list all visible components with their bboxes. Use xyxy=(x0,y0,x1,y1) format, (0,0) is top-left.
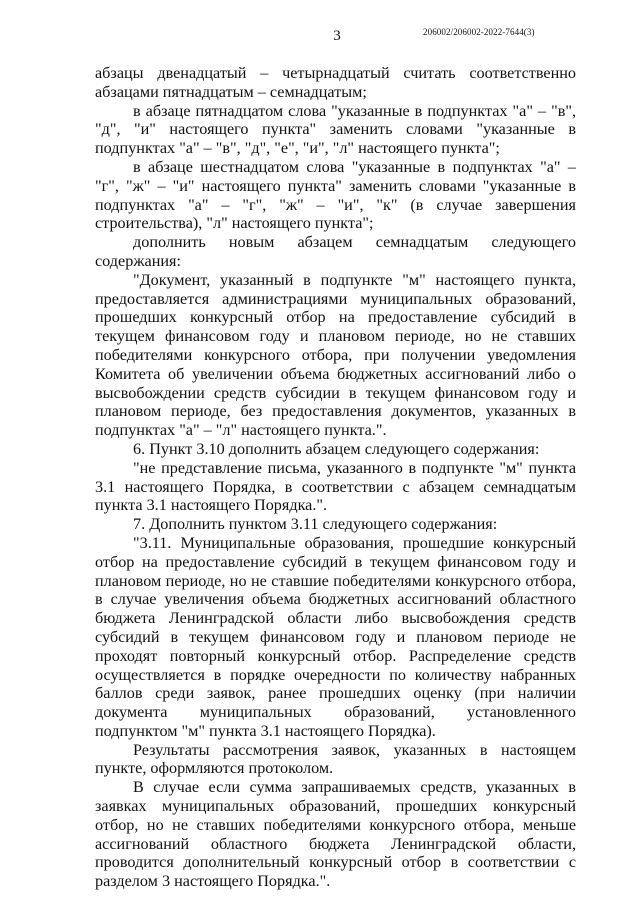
document-id: 206002/206002-2022-7644(3) xyxy=(423,27,535,37)
paragraph-7: "не представление письма, указанного в подпункте "м" пункта 3.1 настоящего Порядка, в соответствии с абзацем семнадцатым пункта 3.1 настоящего Порядка.". xyxy=(95,458,576,515)
paragraph-10: Результаты рассмотрения заявок, указанных в настоящем пункте, оформляются протоколом. xyxy=(95,740,576,778)
paragraph-2: в абзаце пятнадцатом слова "указанные в подпунктах "а" – "в", "д", "и" настоящего пункта" заменить словами "указанные в подпунктах "а" – "в", "д", "е", "и", "л" настоящего пункта"; xyxy=(95,101,576,158)
page-number: 3 xyxy=(333,28,341,44)
paragraph-11: В случае если сумма запрашиваемых средств, указанных в заявках муниципальных образований, прошедших конкурсный отбор, но не ставших победителями конкурсного отбора, меньше ассигнований областного бюджета Ленинградской области, проводится дополнительный конкурсный отбор в соответствии с разделом 3 настоящего Порядка.". xyxy=(95,778,576,891)
paragraph-6: 6. Пункт 3.10 дополнить абзацем следующего содержания: xyxy=(133,439,540,458)
paragraph-9: "3.11. Муниципальные образования, прошедшие конкурсный отбор на предоставление субсидий в текущем финансовом году и плановом периоде, но не ставшие победителями конкурсного отбора, в случае увеличения объема бюджетных ассигнований областного бюджета Ленинградской области либо высвобождения средств субсидий в текущем финансовом году и плановом периоде не проходят повторный конкурсный отбор. Распределение средств осуществляется в порядке очередности по количеству набранных баллов среди заявок, ранее прошедших оценку (при наличии документа муниципальных образований, установленного подпунктом "м" пункта 3.1 настоящего Порядка). xyxy=(95,533,576,740)
paragraph-5: "Документ, указанный в подпункте "м" настоящего пункта, предоставляется администрациями муниципальных образований, прошедших конкурсный отбор на предоставление субсидий в текущем финансовом году и плановом периоде, но не ставших победителями конкурсного отбора, при получении уведомления Комитета об увеличении объема бюджетных ассигнований либо о высвобождении средств субсидии в текущем финансовом году и плановом периоде, без предоставления документов, указанных в подпунктах "а" – "л" настоящего пункта.". xyxy=(95,270,576,440)
paragraph-8: 7. Дополнить пунктом 3.11 следующего содержания: xyxy=(133,515,498,534)
document-body xyxy=(95,64,576,891)
paragraph-1: абзацы двенадцатый – четырнадцатый считать соответственно абзацами пятнадцатым – семнадцатым; xyxy=(95,64,576,101)
paragraph-3: в абзаце шестнадцатом слова "указанные в подпунктах "а" – "г", "ж" – "и" настоящего пункта" заменить словами "указанные в подпунктах "а" – "г", "ж" – "и", "к" (в случае завершения строительства), "л" настоящего пункта"; xyxy=(95,157,576,233)
paragraph-4: дополнить новым абзацем семнадцатым следующего содержания: xyxy=(95,233,576,270)
